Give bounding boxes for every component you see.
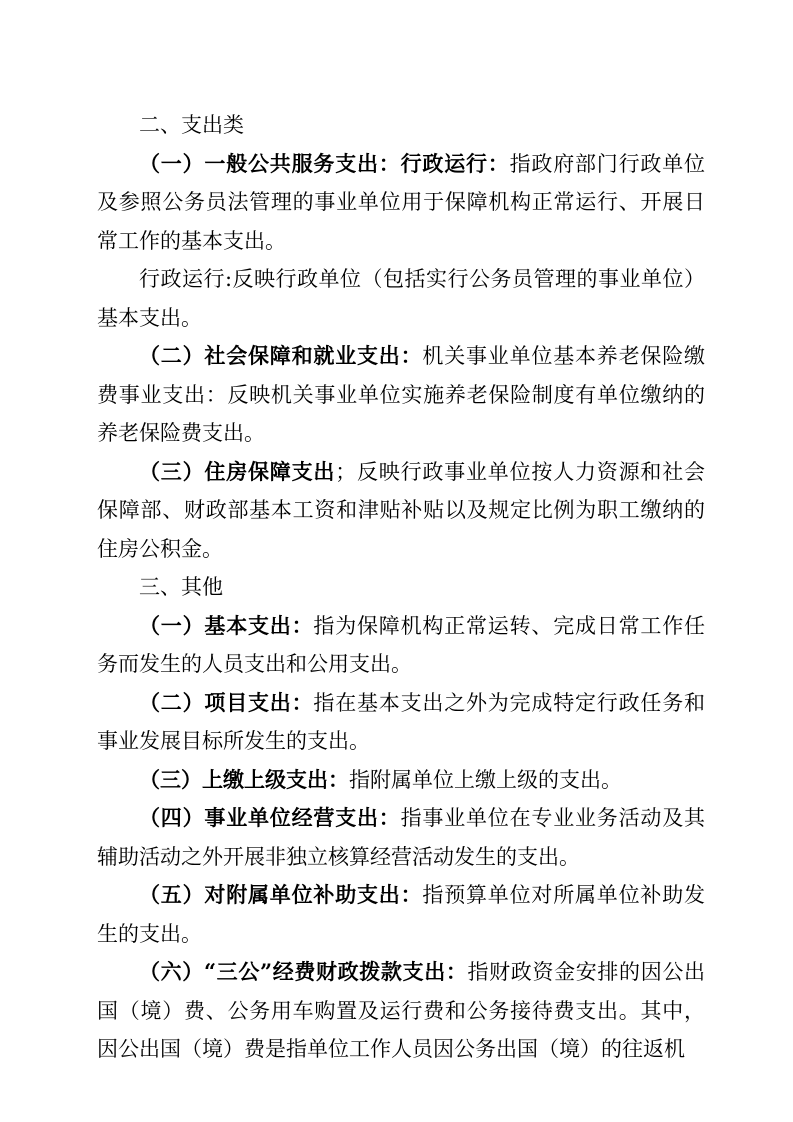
paragraph-housing-security: [97, 453, 705, 569]
paragraph-lead: （五）对附属单位补助支出：: [139, 882, 423, 907]
paragraph-text: 指政府部门行政单位及参照公务员法管理的事业单位用于保障机构正常运行、开展日常工作的基本支出。: [97, 151, 706, 253]
paragraph-lead: （三）上缴上级支出：: [139, 766, 349, 792]
paragraph-business-operations: [97, 799, 705, 876]
paragraph-remittance-to-superior: [97, 761, 705, 800]
section-heading-other: [97, 568, 705, 607]
paragraph-lead: （六）“三公”经费财政拨款支出：: [139, 959, 468, 984]
paragraph-lead: （四）事业单位经营支出：: [139, 805, 401, 830]
paragraph-text: 指财政资金安排的因公出国（境）费、公务用车购置及运行费和公务接待费支出。其中，因公出国（境）费是指单位工作人员因公务出国（境）的往返机: [97, 960, 705, 1061]
paragraph-text: 机关事业单位基本养老保险缴费事业支出：反映机关事业单位实施养老保险制度有单位缴纳的养老保险费支出。: [97, 344, 706, 445]
paragraph-lead: （二）社会保障和就业支出：: [139, 343, 423, 368]
paragraph-subsidy-to-subordinates: [97, 876, 705, 953]
paragraph-project-expenditure: [97, 684, 705, 761]
section-heading-expenses: [97, 106, 705, 145]
paragraph-text: 指预算单位对所属单位补助发生的支出。: [97, 883, 706, 946]
paragraph-social-security: [97, 337, 705, 453]
document-body: [97, 106, 705, 1069]
section-heading-expenses-text: 二、支出类: [139, 113, 244, 137]
paragraph-text: 指为保障机构正常运转、完成日常工作任务而发生的人员支出和公用支出。: [97, 613, 706, 676]
paragraph-basic-expenditure: [97, 607, 705, 684]
paragraph-text: 行政运行:反映行政单位（包括实行公务员管理的事业单位）基本支出。: [97, 267, 705, 330]
paragraph-lead: （二）项目支出：: [139, 689, 314, 715]
paragraph-lead: （三）住房保障支出: [139, 458, 336, 484]
paragraph-three-public-expenses: [97, 953, 705, 1069]
paragraph-text: 指事业单位在专业业务活动及其辅助活动之外开展非独立核算经营活动发生的支出。: [97, 806, 706, 869]
paragraph-text: 指在基本支出之外为完成特定行政任务和事业发展目标所发生的支出。: [97, 690, 706, 753]
paragraph-administrative-operation: [97, 260, 705, 337]
paragraph-text: 指附属单位上缴上级的支出。: [349, 767, 622, 792]
paragraph-general-public-services: [97, 145, 705, 261]
paragraph-text: ；反映行政事业单位按人力资源和社会保障部、财政部基本工资和津贴补贴以及规定比例为职工缴纳的住房公积金。: [97, 459, 706, 561]
paragraph-lead: （一）一般公共服务支出：行政运行：: [139, 150, 510, 176]
paragraph-lead: （一）基本支出：: [139, 612, 314, 638]
section-heading-other-text: 三、其他: [139, 575, 223, 599]
